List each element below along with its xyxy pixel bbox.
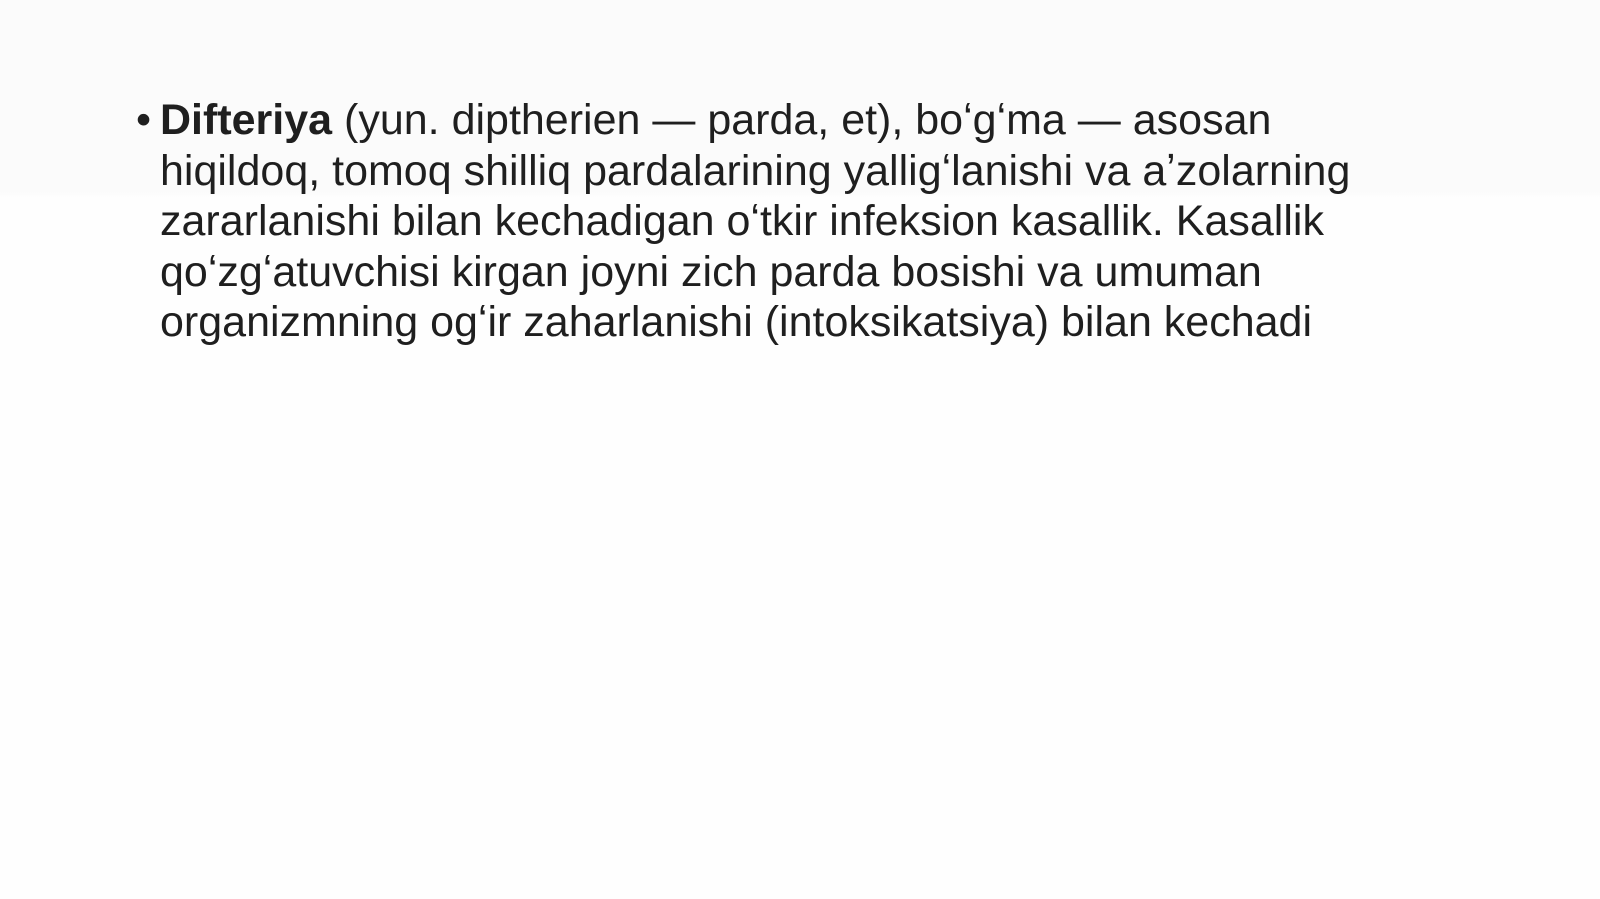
slide-body (136, 95, 1540, 348)
bullet-marker-icon: • (136, 96, 152, 144)
text-line-3: zararlanishi bilan kechadigan oʻtkir infeksion kasallik. Kasallik (160, 197, 1324, 245)
text-line-5: organizmning ogʻir zaharlanishi (intoksikatsiya) bilan kechadi (160, 298, 1313, 346)
text-line-1-rest: (yun. diptherien — parda, et), boʻgʻma — asosan (332, 96, 1272, 144)
text-line-4: qoʻzgʻatuvchisi kirgan joyni zich parda bosishi va umuman (160, 247, 1262, 296)
bullet-item (136, 95, 1540, 348)
bullet-text (160, 95, 1540, 348)
term-difteriya: Difteriya (160, 96, 333, 144)
text-line-1 (160, 95, 1540, 146)
text-line-2: hiqildoq, tomoq shilliq pardalarining yalligʻlanishi va aʼzolarning (160, 146, 1351, 195)
